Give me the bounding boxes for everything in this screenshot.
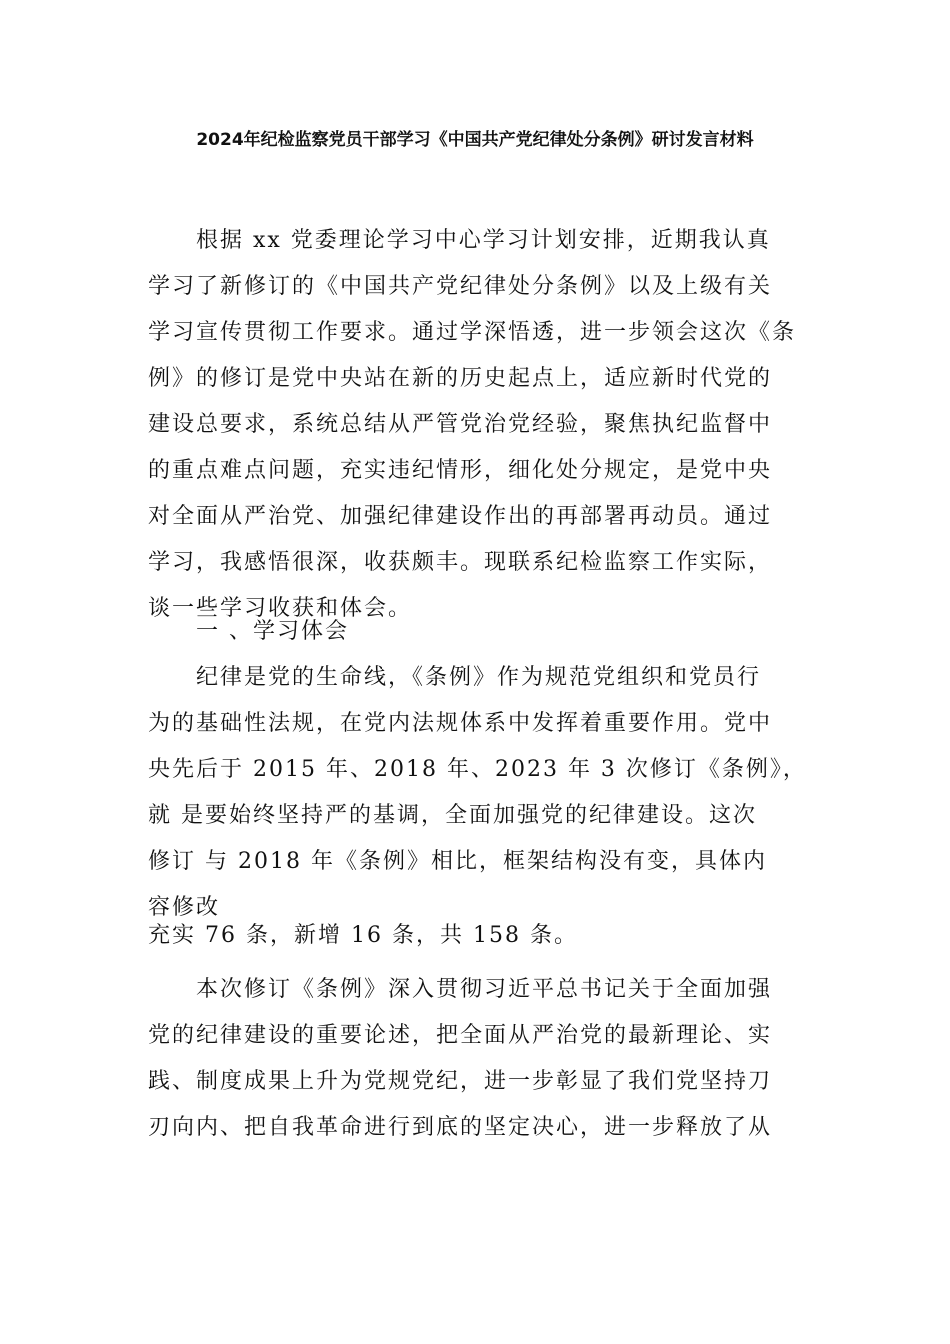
text-line: 就 是要始终坚持严的基调，全面加强党的纪律建设。这次 [148,803,757,828]
text-line: 对全面从严治党、加强纪律建设作出的再部署再动员。通过 [148,504,773,529]
paragraph-discipline [148,655,808,931]
text-line: 学习了新修订的《中国共产党纪律处分条例》以及上级有关 [148,274,773,299]
text-line: 的重点难点问题，充实违纪情形，细化处分规定，是党中央 [148,458,773,483]
text-line: 党的纪律建设的重要论述，把全面从严治党的最新理论、实 [148,1023,773,1048]
text-line: 建设总要求，系统总结从严管党治党经验，聚焦执纪监督中 [148,412,773,437]
paragraph-intro [148,218,808,632]
text-line: 本次修订《条例》深入贯彻习近平总书记关于全面加强 [196,977,773,1002]
text-line: 央先后于 2015 年、2018 年、2023 年 3 次修订《条例》， [148,757,807,782]
text-line: 刃向内、把自我革命进行到底的坚定决心，进一步释放了从 [148,1115,773,1140]
text-line: 学习，我感悟很深，收获颇丰。现联系纪检监察工作实际， [148,550,773,575]
text-line: 谈一些学习收获和体会。 [148,596,413,621]
text-line: 容修改 [148,895,221,920]
paragraph-discipline-continued [148,913,808,959]
text-line: 学习宣传贯彻工作要求。通过学深悟透，进一步领会这次《条 [148,320,797,345]
section-heading [148,609,808,655]
document-title: 2024年纪检监察党员干部学习《中国共产党纪律处分条例》研讨发言材料 [196,130,754,150]
text-line: 根据 xx 党委理论学习中心学习计划安排，近期我认真 [196,228,771,253]
text-line: 为的基础性法规，在党内法规体系中发挥着重要作用。党中 [148,711,773,736]
text-line: 例》的修订是党中央站在新的历史起点上，适应新时代党的 [148,366,773,391]
text-line: 纪律是党的生命线，《条例》作为规范党组织和党员行 [196,665,762,690]
text-line: 践、制度成果上升为党规党纪，进一步彰显了我们党坚持刀 [148,1069,773,1094]
heading-text: 一 、学习体会 [196,619,349,644]
paragraph-revision [148,967,808,1151]
text-line: 修订 与 2018 年《条例》相比，框架结构没有变，具体内 [148,849,767,874]
text-line: 充实 76 条，新增 16 条，共 158 条。 [148,923,578,948]
